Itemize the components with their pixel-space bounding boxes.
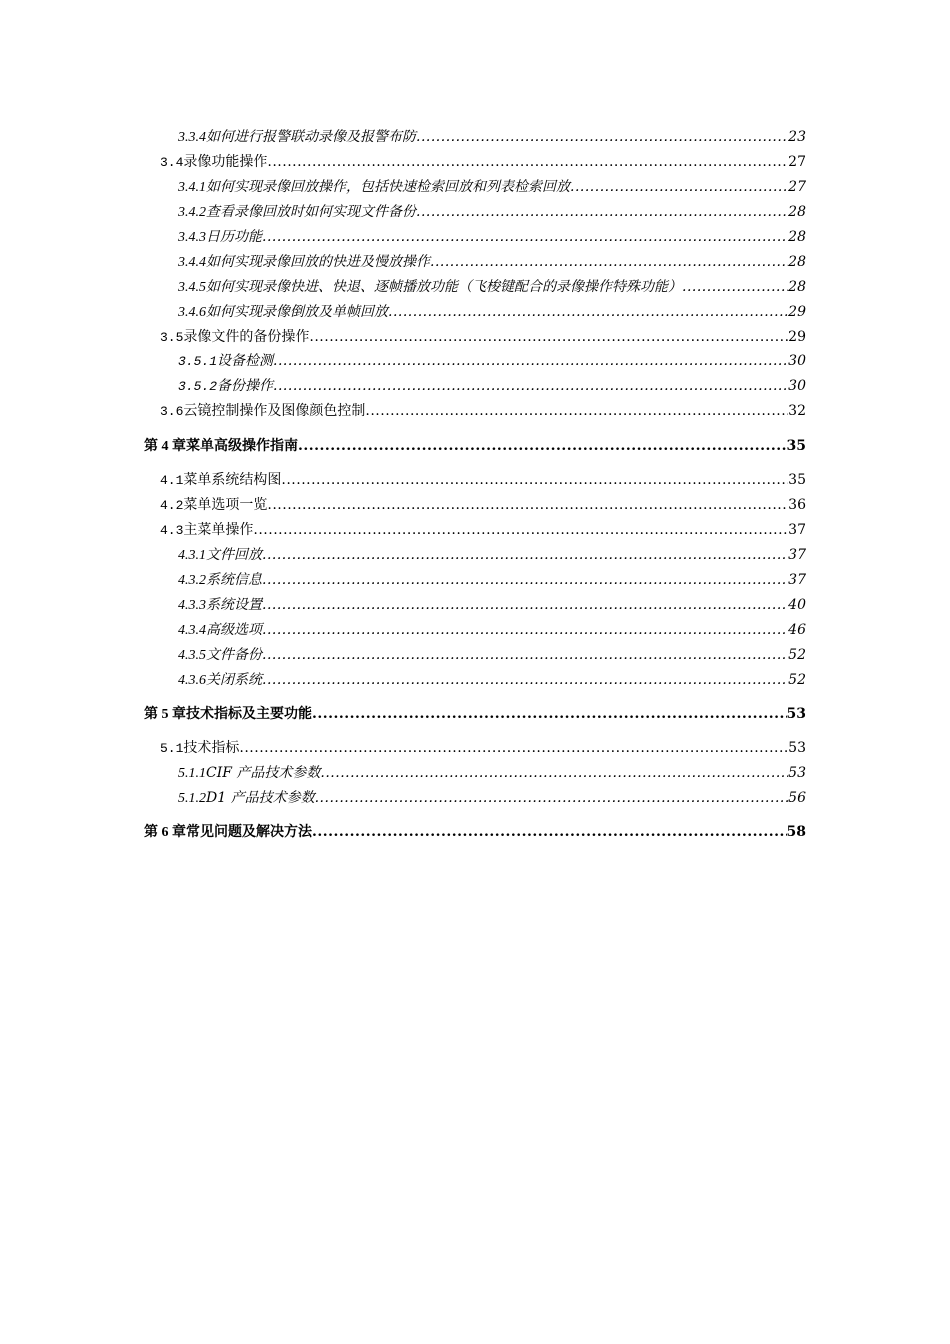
dot-leader <box>262 594 788 616</box>
toc-entry-3-6[interactable] <box>160 400 806 422</box>
toc-entry-3-5-1[interactable] <box>178 350 806 372</box>
toc-entry-title: 菜单选项一览 <box>183 497 268 513</box>
toc-entry-number: 3.4.5 <box>178 280 206 295</box>
toc-chapter-6[interactable] <box>144 821 806 843</box>
dot-leader <box>267 494 788 516</box>
toc-entry-page: 28 <box>788 279 806 295</box>
toc-entry-4-3-3[interactable] <box>178 594 806 616</box>
toc-chapter-title: 菜单高级操作指南 <box>186 438 298 454</box>
toc-entry-3-3-4[interactable] <box>178 126 806 148</box>
dot-leader <box>309 326 788 348</box>
toc-entry-number: 3.4.3 <box>178 230 206 245</box>
toc-entry-page: 27 <box>788 179 806 195</box>
toc-entry-4-3-1[interactable] <box>178 544 806 566</box>
dot-leader <box>388 301 788 323</box>
toc-entry-number: 3.4.2 <box>178 205 206 220</box>
toc-entry-page: 37 <box>788 547 806 563</box>
dot-leader <box>312 703 787 725</box>
toc-chapter-page: 53 <box>786 706 806 722</box>
dot-leader <box>281 469 788 491</box>
toc-entry-number: 4.3.4 <box>178 623 206 638</box>
dot-leader <box>570 176 788 198</box>
dot-leader <box>312 821 787 843</box>
dot-leader <box>253 519 788 541</box>
toc-entry-4-3-4[interactable] <box>178 619 806 641</box>
toc-entry-page: 37 <box>788 572 806 588</box>
toc-chapter-4[interactable] <box>144 435 806 457</box>
toc-chapter-page: 35 <box>786 438 806 454</box>
toc-entry-title: 如何实现录像快进、快退、逐帧播放功能（飞梭键配合的录像操作特殊功能） <box>206 279 682 295</box>
toc-entry-number: 5.1.1 <box>178 766 206 781</box>
toc-entry-3-4-1[interactable] <box>178 176 806 198</box>
toc-entry-title: 录像功能操作 <box>183 154 268 170</box>
toc-entry-page: 32 <box>788 403 806 419</box>
toc-entry-title: 如何进行报警联动录像及报警布防 <box>206 129 416 145</box>
toc-entry-4-2[interactable] <box>160 494 806 516</box>
toc-entry-page: 29 <box>788 304 806 320</box>
toc-entry-number: 4.3.1 <box>178 548 206 563</box>
dot-leader <box>262 619 788 641</box>
toc-entry-page: 52 <box>788 647 806 663</box>
toc-entry-5-1-1[interactable] <box>178 762 806 784</box>
toc-entry-3-4-4[interactable] <box>178 251 806 273</box>
toc-entry-page: 56 <box>788 790 806 806</box>
toc-entry-title: 如何实现录像回放的快进及慢放操作 <box>206 254 430 270</box>
toc-entry-title: 系统设置 <box>206 597 262 613</box>
toc-entry-page: 30 <box>788 378 806 394</box>
toc-chapter-number: 第 4 章 <box>144 439 186 454</box>
toc-entry-page: 37 <box>788 522 806 538</box>
toc-entry-4-1[interactable] <box>160 469 806 491</box>
toc-entry-title: 查看录像回放时如何实现文件备份 <box>206 204 416 220</box>
dot-leader <box>262 569 788 591</box>
toc-entry-4-3-6[interactable] <box>178 669 806 691</box>
toc-entry-page: 53 <box>788 740 806 756</box>
toc-entry-page: 46 <box>788 622 806 638</box>
dot-leader <box>262 669 788 691</box>
toc-entry-title: D1 产品技术参数 <box>206 790 315 806</box>
toc-entry-number: 3.4.1 <box>178 180 206 195</box>
toc-chapter-title: 技术指标及主要功能 <box>186 706 312 722</box>
toc-entry-title: 技术指标 <box>183 740 240 756</box>
toc-entry-title: CIF 产品技术参数 <box>206 765 321 781</box>
toc-entry-number: 4.3.3 <box>178 598 206 613</box>
toc-entry-page: 29 <box>788 329 806 345</box>
toc-entry-number: 3.5.1 <box>178 354 218 369</box>
dot-leader <box>273 350 788 372</box>
dot-leader <box>365 400 788 422</box>
dot-leader <box>315 787 789 809</box>
toc-entry-4-3-5[interactable] <box>178 644 806 666</box>
toc-entry-title: 菜单系统结构图 <box>183 472 282 488</box>
toc-entry-title: 高级选项 <box>206 622 262 638</box>
toc-entry-number: 3.6 <box>160 404 184 419</box>
dot-leader <box>320 762 788 784</box>
toc-entry-3-4-6[interactable] <box>178 301 806 323</box>
toc-entry-page: 36 <box>788 497 806 513</box>
toc-entry-number: 4.1 <box>160 473 184 488</box>
toc-entry-number: 3.3.4 <box>178 130 206 145</box>
toc-entry-3-4-3[interactable] <box>178 226 806 248</box>
toc-entry-title: 云镜控制操作及图像颜色控制 <box>183 403 366 419</box>
toc-entry-number: 3.5 <box>160 330 184 345</box>
dot-leader <box>430 251 788 273</box>
dot-leader <box>682 276 788 298</box>
toc-entry-page: 40 <box>788 597 806 613</box>
toc-entry-number: 4.2 <box>160 498 184 513</box>
dot-leader <box>273 375 788 397</box>
toc-entry-page: 23 <box>788 129 806 145</box>
toc-entry-4-3-2[interactable] <box>178 569 806 591</box>
toc-chapter-5[interactable] <box>144 703 806 725</box>
toc-entry-number: 4.3.5 <box>178 648 206 663</box>
toc-entry-number: 3.4.4 <box>178 255 206 270</box>
toc-entry-number: 5.1.2 <box>178 791 206 806</box>
toc-entry-title: 文件回放 <box>206 547 262 563</box>
toc-entry-page: 27 <box>788 154 806 170</box>
toc-entry-5-1[interactable] <box>160 737 806 759</box>
toc-entry-page: 28 <box>788 204 806 220</box>
dot-leader <box>416 201 788 223</box>
toc-entry-5-1-2[interactable] <box>178 787 806 809</box>
toc-entry-number: 3.4.6 <box>178 305 206 320</box>
dot-leader <box>262 226 788 248</box>
toc-chapter-number: 第 5 章 <box>144 707 186 722</box>
toc-entry-title: 文件备份 <box>206 647 262 663</box>
toc-chapter-page: 58 <box>786 824 806 840</box>
toc-entry-number: 5.1 <box>160 741 184 756</box>
toc-entry-4-3[interactable] <box>160 519 806 541</box>
dot-leader <box>416 126 788 148</box>
toc-entry-page: 28 <box>788 229 806 245</box>
toc-chapter-title: 常见问题及解决方法 <box>186 824 312 840</box>
dot-leader <box>262 544 788 566</box>
toc-entry-number: 4.3 <box>160 523 184 538</box>
toc-entry-3-4[interactable] <box>160 151 806 173</box>
toc-entry-3-5[interactable] <box>160 326 806 348</box>
toc-entry-page: 52 <box>788 672 806 688</box>
toc-entry-page: 35 <box>788 472 806 488</box>
toc-entry-title: 设备检测 <box>217 353 274 369</box>
toc-chapter-number: 第 6 章 <box>144 825 186 840</box>
toc-entry-page: 28 <box>788 254 806 270</box>
toc-entry-number: 4.3.2 <box>178 573 206 588</box>
toc-entry-title: 关闭系统 <box>206 672 262 688</box>
toc-entry-title: 主菜单操作 <box>183 522 254 538</box>
toc-entry-3-4-2[interactable] <box>178 201 806 223</box>
toc-entry-page: 53 <box>788 765 806 781</box>
dot-leader <box>239 737 788 759</box>
toc-entry-number: 3.4 <box>160 155 184 170</box>
dot-leader <box>298 435 787 457</box>
toc-entry-title: 备份操作 <box>217 378 274 394</box>
toc-entry-title: 日历功能 <box>206 229 262 245</box>
toc-entry-title: 录像文件的备份操作 <box>183 329 310 345</box>
toc-entry-3-5-2[interactable] <box>178 375 806 397</box>
dot-leader <box>262 644 788 666</box>
toc-entry-title: 系统信息 <box>206 572 262 588</box>
toc-entry-page: 30 <box>788 353 806 369</box>
dot-leader <box>267 151 788 173</box>
toc-entry-3-4-5[interactable] <box>178 276 806 298</box>
toc-entry-number: 4.3.6 <box>178 673 206 688</box>
toc-entry-title: 如何实现录像回放操作，包括快速检索回放和列表检索回放 <box>206 179 570 195</box>
toc-entry-number: 3.5.2 <box>178 379 218 394</box>
toc-entry-title: 如何实现录像倒放及单帧回放 <box>206 304 388 320</box>
